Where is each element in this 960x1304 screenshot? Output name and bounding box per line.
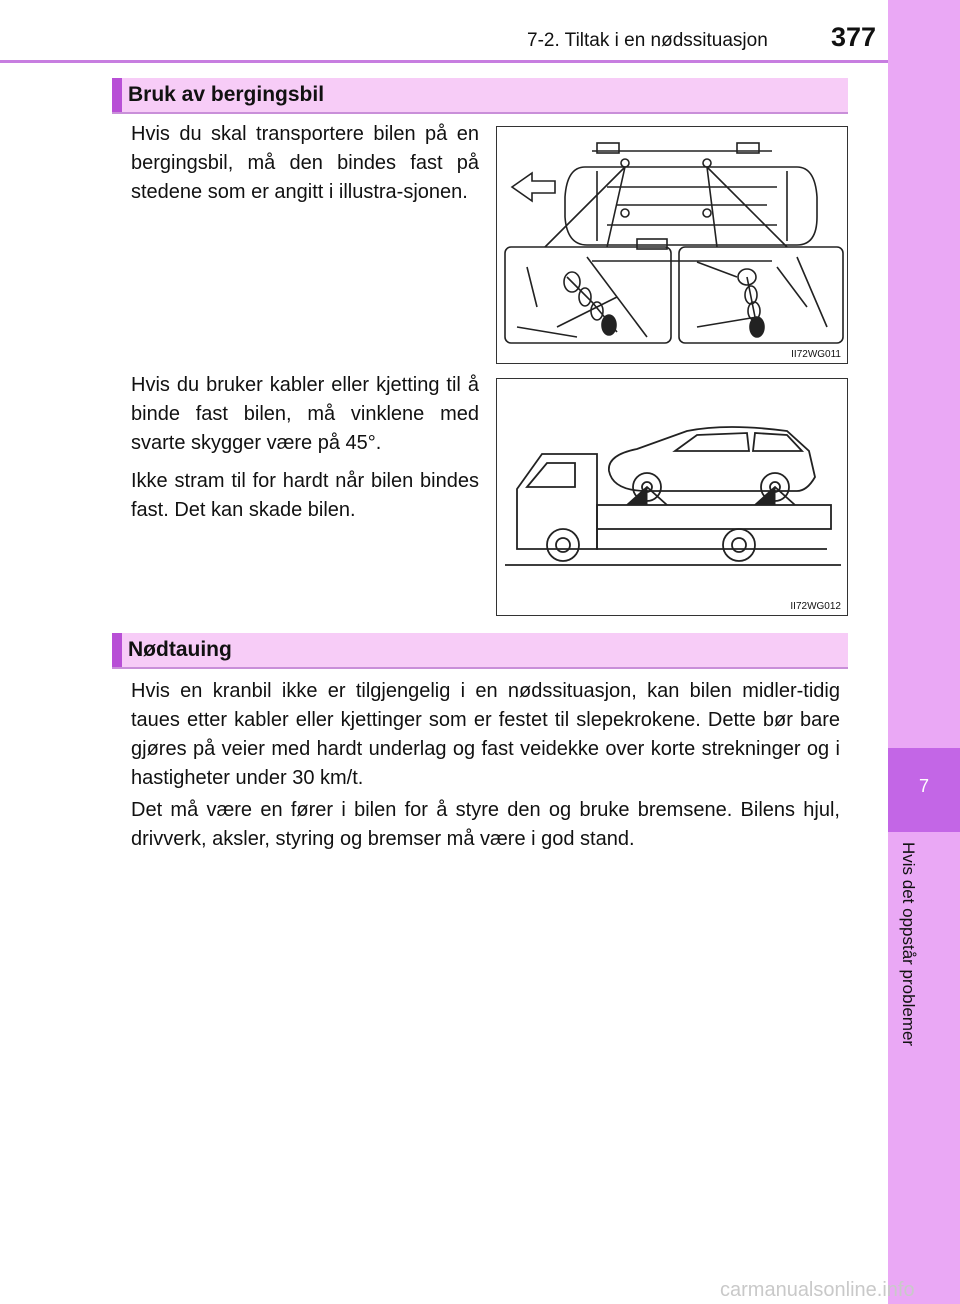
- chapter-number: 7: [918, 776, 929, 796]
- paragraph-tie-down-points: Hvis du skal transportere bilen på en bergingsbil, må den bindes fast på stedene som er angitt i illustra-sjonen.: [131, 123, 479, 203]
- header-section-title: 7-2. Tiltak i en nødssituasjon: [527, 30, 768, 51]
- figure-tie-down-points: [496, 126, 848, 364]
- chapter-title-vertical: [896, 842, 920, 1262]
- section-heading-text: Bruk av bergingsbil: [128, 83, 325, 106]
- tie-down-illustration: [497, 127, 849, 365]
- section-heading-marker: [112, 633, 122, 667]
- chapter-number-box: [888, 748, 960, 832]
- header-rule: [0, 60, 888, 63]
- paragraph-do-not-overtighten: Ikke stram til for hardt når bilen bindes fast. Det kan skade bilen.: [131, 470, 479, 521]
- paragraph-driver-required: Det må være en fører i bilen for å styre den og bruke bremsene. Bilens hjul, drivverk, aksler, styring og bremser må være i god stand.: [131, 799, 840, 850]
- watermark: carmanualsonline.info: [720, 1279, 915, 1301]
- section-heading-emergency-towing: [112, 633, 848, 669]
- figure-car-on-tow-truck: [496, 378, 848, 616]
- figure-code: II72WG011: [791, 349, 841, 360]
- tow-truck-illustration: [497, 379, 849, 617]
- page-number: 377: [831, 22, 877, 52]
- section-heading-text: Nødtauing: [128, 638, 232, 661]
- section-heading-marker: [112, 78, 122, 112]
- paragraph-chain-angles: Hvis du bruker kabler eller kjetting til å binde fast bilen, må vinklene med svarte skygger være på 45°.: [131, 374, 479, 454]
- chapter-title: Hvis det oppstår problemer: [899, 842, 918, 1047]
- figure-code: II72WG012: [790, 601, 841, 612]
- section-heading-towtruck: [112, 78, 848, 114]
- paragraph-emergency-towing: Hvis en kranbil ikke er tilgjengelig i en nødssituasjon, kan bilen midler-tidig taues etter kabler eller kjettinger som er festet til slepekrokene. Dette bør bare gjøres på veier med hardt underlag og fast veidekke over korte strekninger og i hastigheter under 30 km/t.: [131, 680, 840, 789]
